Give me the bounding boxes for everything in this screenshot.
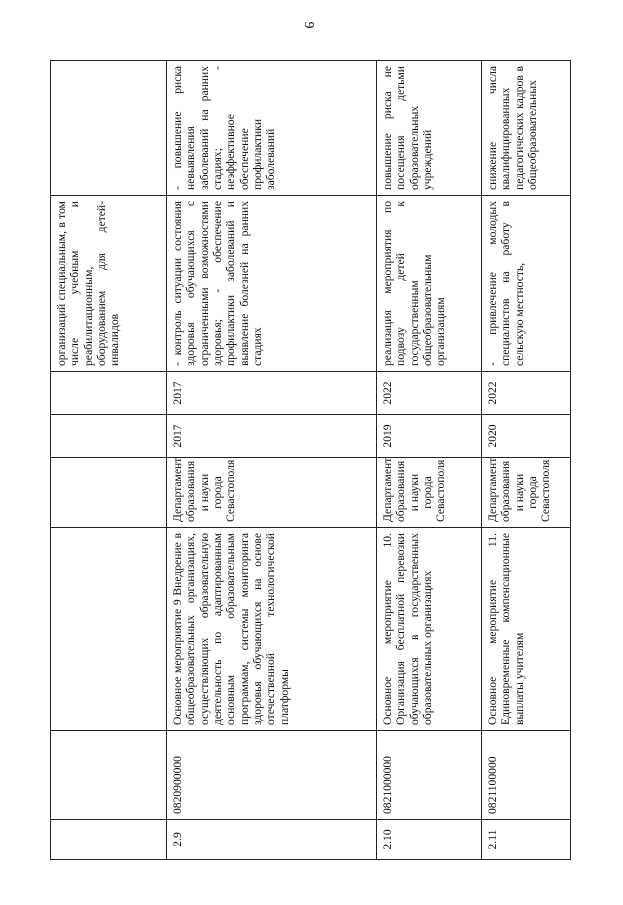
row-expected-result: - контроль ситуации состояния здоровья обучающихся с ограниченными возможностями здоровья; - обеспечение профилактики заболеваний и выявление болезней на ранних стадиях (167, 196, 377, 372)
row-consequence: повышение риска не посещения детьми образовательных учреждений (377, 61, 482, 196)
row-executor: Департамент образования и науки города Севастополя (167, 458, 377, 528)
row-code: 0821100000 (482, 731, 571, 820)
activities-table (50, 60, 571, 860)
row-start-year: 2020 (482, 415, 571, 458)
row-start-year: 2017 (167, 415, 377, 458)
row-code (51, 731, 167, 820)
table-row (167, 61, 377, 860)
row-activity-name: Основное мероприятие 11. Единовременные компенсационные выплаты учителям (482, 528, 571, 731)
row-end-year: 2017 (167, 372, 377, 415)
row-number: 2.11 (482, 820, 571, 860)
row-executor: Департамент образования и науки города Севастополя (377, 458, 482, 528)
table-row (482, 61, 571, 860)
row-end-year: 2022 (377, 372, 482, 415)
row-consequence: - повышение риска невыявления заболеваний на ранних стадиях; - неэффективное обеспечение профилактики заболеваний (167, 61, 377, 196)
row-number: 2.10 (377, 820, 482, 860)
row-expected-result: - привлечение молодых специалистов на работу в сельскую местность, (482, 196, 571, 372)
table-row (51, 61, 167, 860)
row-number (51, 820, 167, 860)
row-expected-result: реализация мероприятия по подвозу детей к государственным общеобразовательным организациям (377, 196, 482, 372)
page-number: 9 (301, 21, 316, 29)
row-activity-name: Основное мероприятие 9 Внедрение в общеобразовательных организациях, осуществляющих образовательную деятельность по адаптированным основным образовательным программам, системы мониторинга здоровья обучающихся на основе отечественной технологической платформы (167, 528, 377, 731)
row-end-year (51, 372, 167, 415)
row-consequence (51, 61, 167, 196)
table-row (377, 61, 482, 860)
row-code: 0821000000 (377, 731, 482, 820)
row-activity-name: Основное мероприятие 10. Организация бесплатной перевозки обучающихся в государственных образовательных организациях (377, 528, 482, 731)
row-executor: Департамент образования и науки города Севастополя (482, 458, 571, 528)
row-end-year: 2022 (482, 372, 571, 415)
row-start-year: 2019 (377, 415, 482, 458)
rotated-table-container (50, 61, 571, 860)
row-executor (51, 458, 167, 528)
row-number: 2.9 (167, 820, 377, 860)
row-expected-result: организаций специальным, в том числе учебным и реабилитационным, оборудованием для детей-инвалидов (51, 196, 167, 372)
row-activity-name (51, 528, 167, 731)
row-code: 0820900000 (167, 731, 377, 820)
row-start-year (51, 415, 167, 458)
row-consequence: снижение числа квалифицированных педагогических кадров в общеобразовательных (482, 61, 571, 196)
